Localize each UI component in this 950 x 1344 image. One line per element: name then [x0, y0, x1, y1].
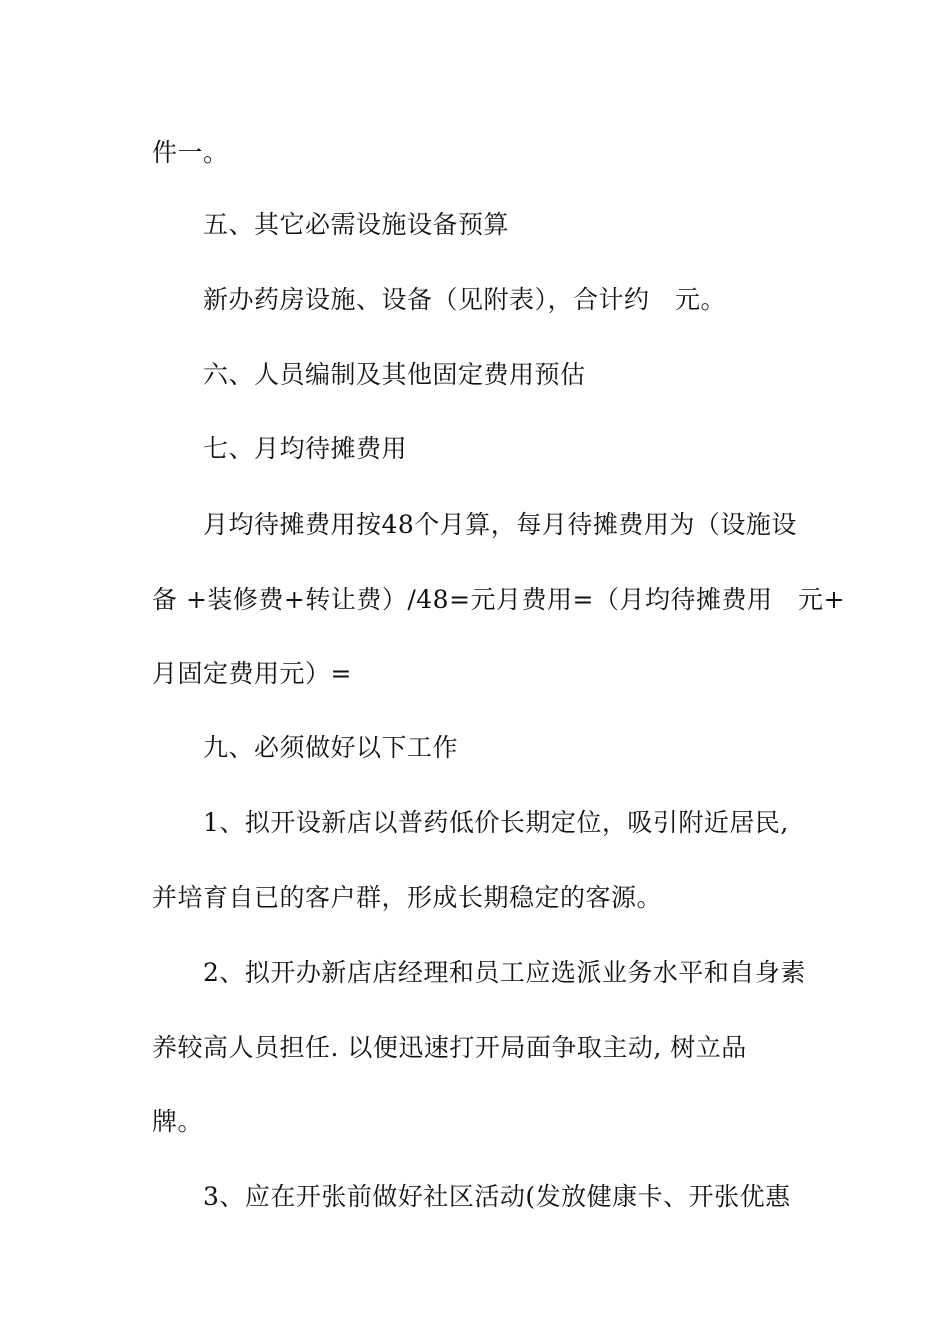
paragraph-line: 牌。 [152, 1107, 204, 1136]
list-item-2: 2、拟开办新店店经理和员工应选派业务水平和自身素 [203, 958, 806, 987]
section-heading-9: 九、必须做好以下工作 [203, 733, 459, 762]
list-item-1: 1、拟开设新店以普药低价长期定位，吸引附近居民, [203, 808, 789, 837]
paragraph-line: 养较高人员担任. 以便迅速打开局面争取主动, 树立品 [152, 1033, 747, 1062]
text-line-continuation: 件一。 [152, 138, 229, 167]
section-heading-5: 五、其它必需设施设备预算 [203, 210, 510, 239]
list-item-3: 3、应在开张前做好社区活动(发放健康卡、开张优惠 [203, 1182, 791, 1211]
paragraph-line: 月固定费用元）= [152, 659, 352, 688]
paragraph-line: 并培育自已的客户群，形成长期稳定的客源。 [152, 883, 663, 912]
paragraph-line: 月均待摊费用按48个月算，每月待摊费用为（设施设 [203, 510, 797, 539]
section-heading-7: 七、月均待摊费用 [203, 434, 408, 463]
paragraph-line: 新办药房设施、设备（见附表），合计约 元。 [203, 285, 727, 314]
section-heading-6: 六、人员编制及其他固定费用预估 [203, 360, 586, 389]
paragraph-line: 备 +装修费+转让费）/48=元月费用=（月均待摊费用 元+ [152, 585, 845, 614]
